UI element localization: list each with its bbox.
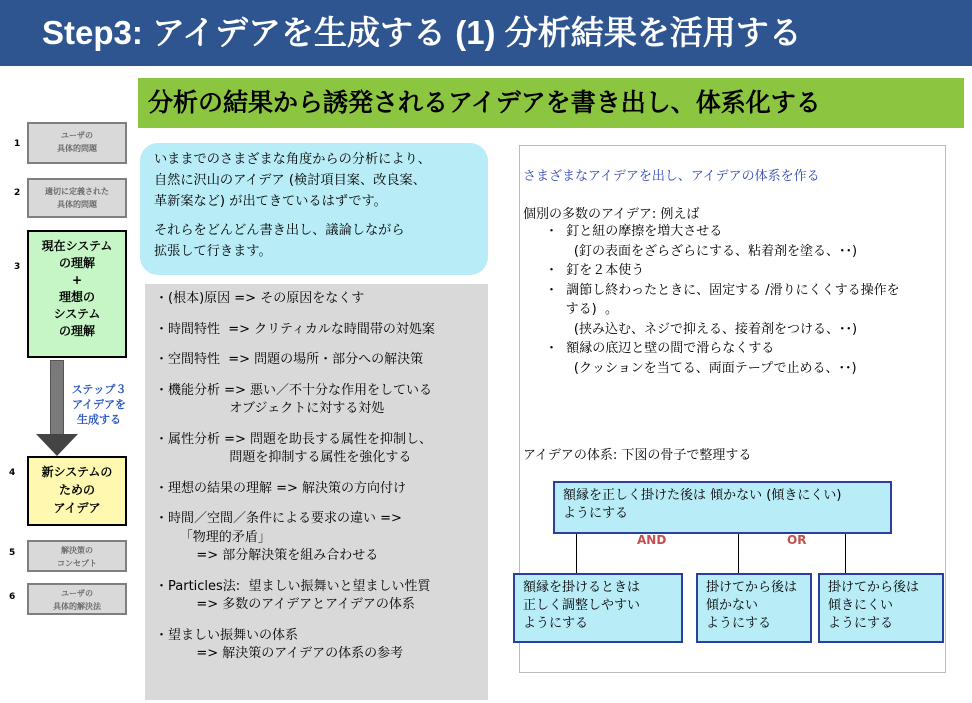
method-space: ・空間特性 => 問題の場所・部分への解決策 [155,352,424,367]
page-title: Step3: アイデアを生成する (1) 分析結果を活用する [0,0,972,66]
intro-paragraph-1: いままでのさまざまな角度からの分析により、 自然に沢山のアイデア (検討項目案、改良案、 革新案など) が出てきているはずです。 [154,152,431,209]
step-box-2: 適切に定義された 具体的問題 [27,178,127,218]
tree-child-box-3: 掛けてから後は 傾きにくい ようにする [818,573,944,643]
method-function-analysis: ・機能分析 => 悪い／不十分な作用をしている オブジェクトに対する対処 [155,382,433,416]
intro-paragraph-2: それらをどんどん書き出し、議論しながら 拡張して行きます。 [154,223,405,259]
method-ideal-result: ・理想の結果の理解 => 解決策の方向付け [155,480,407,496]
idea-panel-heading: さまざまなアイデアを出し、アイデアの体系を作る [523,169,820,184]
step-box-4: 新システムの ための アイデア [27,456,127,526]
subtitle-banner: 分析の結果から誘発されるアイデアを書き出し、体系化する [138,78,964,128]
step-number-5: 5 [9,548,16,558]
arrow-down-icon [36,434,78,456]
idea-item: ・ 釘を２本使う [545,263,645,278]
method-behavior-system: ・望ましい振舞いの体系 => 解決策のアイデアの体系の参考 [155,627,404,661]
idea-item-detail: (挟み込む、ネジで抑える、接着剤をつける、･･) [545,321,858,337]
idea-item: ・ 調節し終わったときに、固定する /滑りにくくする操作を [545,282,900,298]
idea-item-detail: (釘の表面をざらざらにする、粘着剤を塗る、･･) [545,243,858,259]
step-box-3: 現在システム の理解 + 理想の システム の理解 [27,230,127,358]
idea-list [545,222,900,378]
idea-item-detail: (クッションを当てる、両面テープで止める、･･) [545,360,857,376]
step-number-4: 4 [9,468,16,478]
method-root-cause: ・(根本)原因 => その原因をなくす [155,291,365,306]
step-box-6: ユーザの 具体的解決法 [27,583,127,615]
method-particles: ・Particles法: 望ましい振舞いと望ましい性質 => 多数のアイデアとアイデアの体系 [155,578,431,612]
step-box-1: ユーザの 具体的問題 [27,122,127,164]
step-number-1: 1 [14,139,21,149]
step-box-5: 解決策の コンセプト [27,540,127,572]
and-label: AND [637,533,667,547]
tree-root-box: 額縁を正しく掛けた後は 傾かない (傾きにくい) ようにする [553,481,892,534]
tree-child-box-2: 掛けてから後は 傾かない ようにする [696,573,812,643]
idea-item-continued: する) 。 [545,302,618,317]
arrow-label: ステップ３ アイデアを 生成する [71,383,127,426]
connector-line [845,534,846,574]
idea-item: ・ 額縁の底辺と壁の間で滑らなくする [545,341,775,356]
connector-line [738,534,739,574]
idea-list-intro: 個別の多数のアイデア: 例えば [523,207,700,222]
tree-child-box-1: 額縁を掛けるときは 正しく調整しやすい ようにする [513,573,683,643]
connector-line [576,534,577,574]
method-time: ・時間特性 => クリティカルな時間帯の対処案 [155,321,435,337]
analysis-methods-list [145,284,488,700]
or-label: OR [787,533,807,547]
step-number-3: 3 [14,262,21,272]
arrow-shaft [50,360,64,436]
method-attribute-analysis: ・属性分析 => 問題を助長する属性を抑制し、 問題を抑制する属性を強化する [155,431,433,465]
step-number-6: 6 [9,592,16,602]
idea-system-label: アイデアの体系: 下図の骨子で整理する [523,448,752,463]
idea-item: ・ 釘と紐の摩擦を増大させる [545,224,723,239]
intro-callout [140,143,488,275]
step-number-2: 2 [14,188,21,198]
method-requirements: ・時間／空間／条件による要求の違い => 「物理的矛盾」 => 部分解決策を組み合わせる [155,511,402,563]
